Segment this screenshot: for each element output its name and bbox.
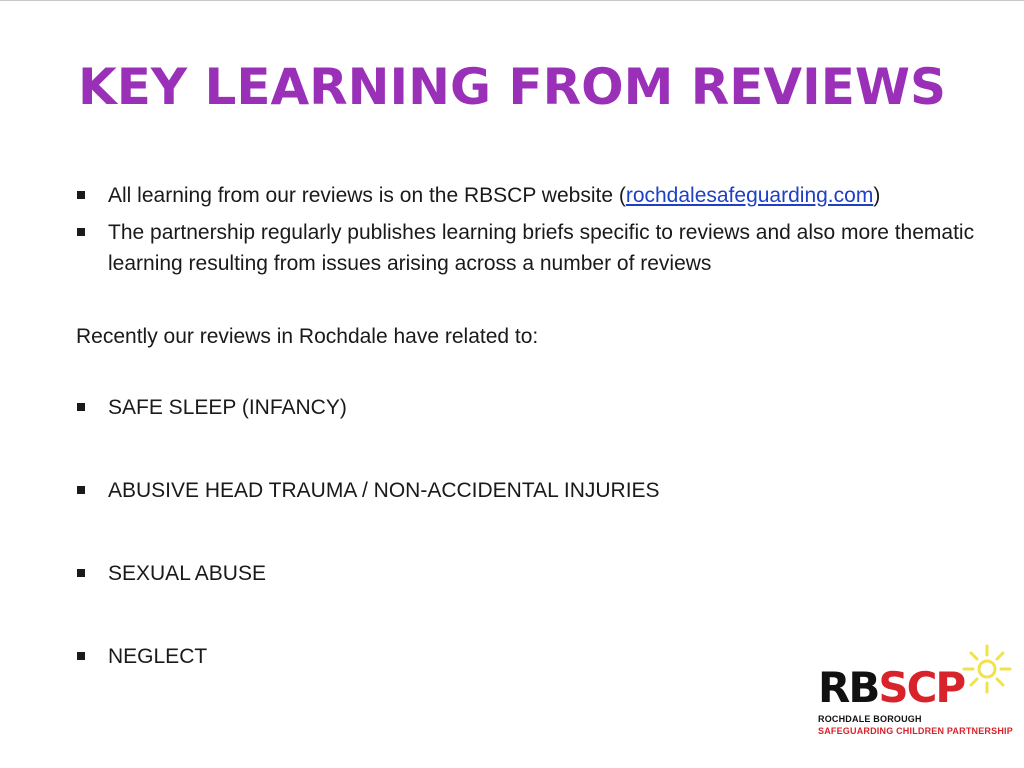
slide-title: KEY LEARNING FROM REVIEWS [77, 58, 947, 116]
topic-item [76, 641, 776, 672]
rbscp-logo [814, 642, 1014, 742]
list-item [76, 217, 996, 279]
logo-wordmark [818, 663, 965, 712]
square-bullet-icon [77, 652, 85, 660]
website-link[interactable]: rochdalesafeguarding.com [625, 184, 874, 207]
intro-text: Recently our reviews in Rochdale have related to: [76, 325, 539, 348]
logo-subtitle-line1: ROCHDALE BOROUGH [818, 714, 922, 724]
topic-label: ABUSIVE HEAD TRAUMA / NON-ACCIDENTAL INJURIES [108, 479, 660, 502]
topic-item [76, 392, 776, 423]
square-bullet-icon [77, 228, 85, 236]
logo-subtitle-line2: SAFEGUARDING CHILDREN PARTNERSHIP [818, 726, 1013, 736]
square-bullet-icon [77, 486, 85, 494]
bullet-text-suffix: ) [873, 184, 881, 207]
topic-label: NEGLECT [108, 645, 208, 668]
logo-wordmark-rb: RB [818, 663, 879, 712]
topic-label: SAFE SLEEP (INFANCY) [108, 396, 347, 419]
sun-icon [960, 642, 1014, 696]
topic-label: SEXUAL ABUSE [108, 562, 266, 585]
square-bullet-icon [77, 191, 85, 199]
topic-item [76, 558, 776, 589]
list-item [76, 180, 996, 211]
bullet-text: The partnership regularly publishes learning briefs specific to reviews and also more thematic learning resulting from issues arising across a number of reviews [108, 221, 975, 275]
logo-wordmark-scp: SCP [878, 663, 965, 712]
bullet-text-prefix: All learning from our reviews is on the RBSCP website ( [108, 184, 626, 207]
topic-list [76, 392, 776, 724]
square-bullet-icon [77, 569, 85, 577]
summary-bullets [76, 180, 996, 285]
top-divider [0, 0, 1024, 1]
topic-item [76, 475, 776, 506]
square-bullet-icon [77, 403, 85, 411]
